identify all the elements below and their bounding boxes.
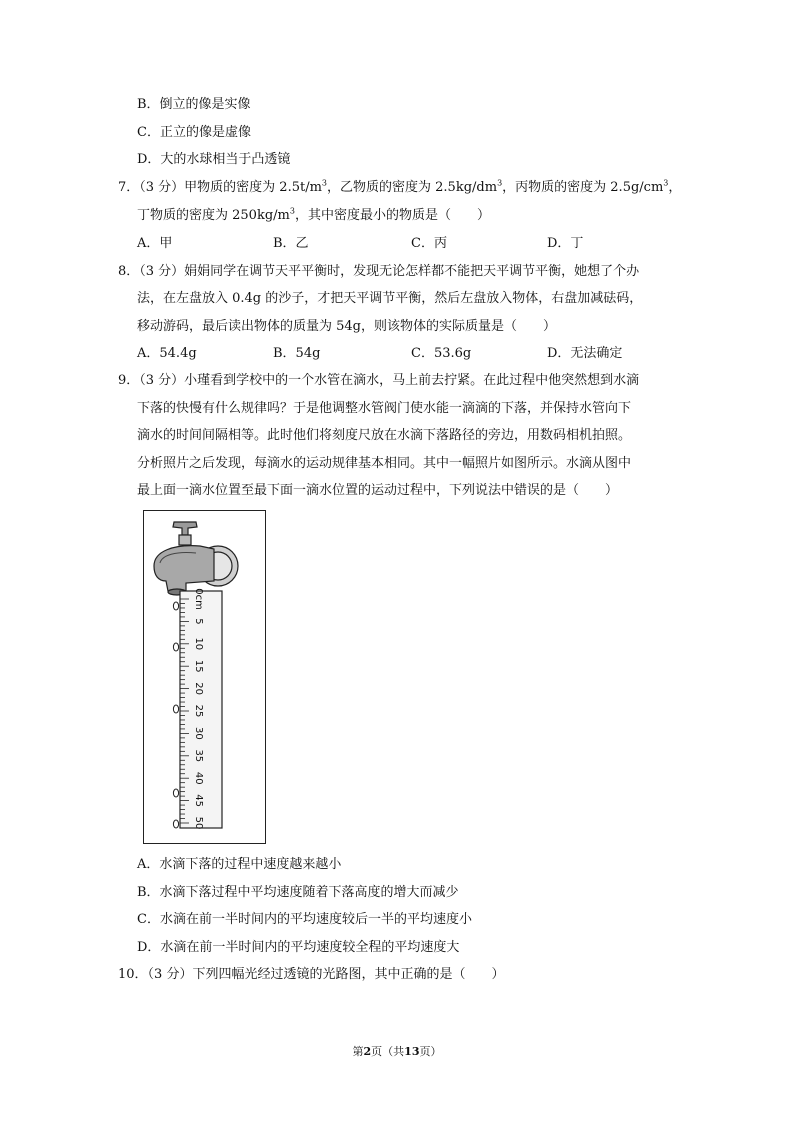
ruler-label: 35 xyxy=(193,749,204,763)
q9-option-c: C．水滴在前一半时间内的平均速度较后一半的平均速度小 xyxy=(137,912,472,927)
footer-text: 页） xyxy=(419,1045,442,1058)
q8-option-c: C．53.6g xyxy=(411,346,472,361)
q7-line-1 xyxy=(118,180,681,196)
superscript: 3 xyxy=(289,206,295,216)
q9-line-5: 最上面一滴水位置至最下面一滴水位置的运动过程中，下列说法中错误的是（ ） xyxy=(137,483,619,498)
q7-text: ，其中密度最小的物质是（ ） xyxy=(294,208,490,223)
q7-text: 丁物质的密度为 250kg/m xyxy=(137,208,290,223)
ruler-label: 40 xyxy=(193,771,204,785)
footer-text: 第 xyxy=(352,1045,364,1058)
ruler-label: 50 xyxy=(193,816,204,830)
water-drop xyxy=(173,789,178,797)
q7-text: 7．（3 分）甲物质的密度为 2.5t/m xyxy=(118,180,322,195)
q9-line-1: 9．（3 分）小瑾看到学校中的一个水管在滴水，马上前去拧紧。在此过程中他突然想到水滴 xyxy=(118,373,640,388)
q7-option-a: A．甲 xyxy=(137,236,173,251)
q8-line-2: 法，在左盘放入 0.4g 的沙子，才把天平调节平衡，然后左盘放入物体，右盘加减砝码， xyxy=(137,291,643,306)
q8-option-a: A．54.4g xyxy=(137,346,197,361)
ruler-label: 30 xyxy=(193,727,204,740)
q6-option-d: D．大的水球相当于凸透镜 xyxy=(137,152,291,167)
q7-option-d: D．丁 xyxy=(547,236,584,251)
ruler-label: 15 xyxy=(193,659,204,673)
q9-option-a: A．水滴下落的过程中速度越来越小 xyxy=(137,857,342,872)
footer-text: 页（共 xyxy=(371,1045,405,1058)
q8-option-d: D．无法确定 xyxy=(547,346,623,361)
ruler-label: 25 xyxy=(193,704,204,718)
q7-text: ， xyxy=(668,180,682,195)
page-footer xyxy=(0,1043,794,1059)
q7-line-2 xyxy=(137,208,490,224)
faucet-icon xyxy=(154,522,238,595)
faucet-ruler-illustration xyxy=(144,511,265,843)
q7-option-c: C．丙 xyxy=(411,236,447,251)
q10-line-1: 10．（3 分）下列四幅光经过透镜的光路图，其中正确的是（ ） xyxy=(118,967,505,982)
q9-option-d: D．水滴在前一半时间内的平均速度较全程的平均速度大 xyxy=(137,940,460,955)
q9-line-3: 滴水的时间间隔相等。此时他们将刻度尺放在水滴下落路径的旁边，用数码相机拍照。 xyxy=(137,428,632,443)
q7-text: ，丙物质的密度为 2.5g/cm xyxy=(502,180,664,195)
ruler-label: 45 xyxy=(193,794,204,807)
q8-line-1: 8．（3 分）娟娟同学在调节天平平衡时，发现无论怎样都不能把天平调节平衡，她想了个办 xyxy=(118,264,640,279)
ruler-label: 20 xyxy=(193,682,204,695)
q9-option-b: B．水滴下落过程中平均速度随着下落高度的增大而减少 xyxy=(137,885,459,900)
total-pages: 13 xyxy=(404,1045,420,1058)
q7-option-b: B．乙 xyxy=(273,236,309,251)
ruler-label: 5 xyxy=(193,618,204,625)
q9-line-4: 分析照片之后发现，每滴水的运动规律基本相同。其中一幅照片如图所示。水滴从图中 xyxy=(137,456,632,471)
ruler-label: 10 xyxy=(193,637,204,651)
ruler-label: 0cm xyxy=(193,588,204,610)
water-drop xyxy=(173,643,178,651)
q8-option-b: B．54g xyxy=(273,346,321,361)
faucet-ruler-figure xyxy=(143,510,266,844)
water-drop xyxy=(173,820,178,828)
q6-option-b: B．倒立的像是实像 xyxy=(137,97,251,112)
q7-text: ，乙物质的密度为 2.5kg/dm xyxy=(327,180,498,195)
superscript: 3 xyxy=(663,178,669,188)
page-number: 2 xyxy=(363,1045,372,1058)
q6-option-c: C．正立的像是虚像 xyxy=(137,125,251,140)
q8-line-3: 移动游码，最后读出物体的质量为 54g，则该物体的实际质量是（ ） xyxy=(137,319,556,334)
water-drop xyxy=(173,602,178,610)
water-drop xyxy=(173,705,178,713)
superscript: 3 xyxy=(321,178,328,188)
q9-line-2: 下落的快慢有什么规律吗？于是他调整水管阀门使水能一滴滴的下落，并保持水管向下 xyxy=(137,401,632,416)
superscript: 3 xyxy=(497,178,503,188)
